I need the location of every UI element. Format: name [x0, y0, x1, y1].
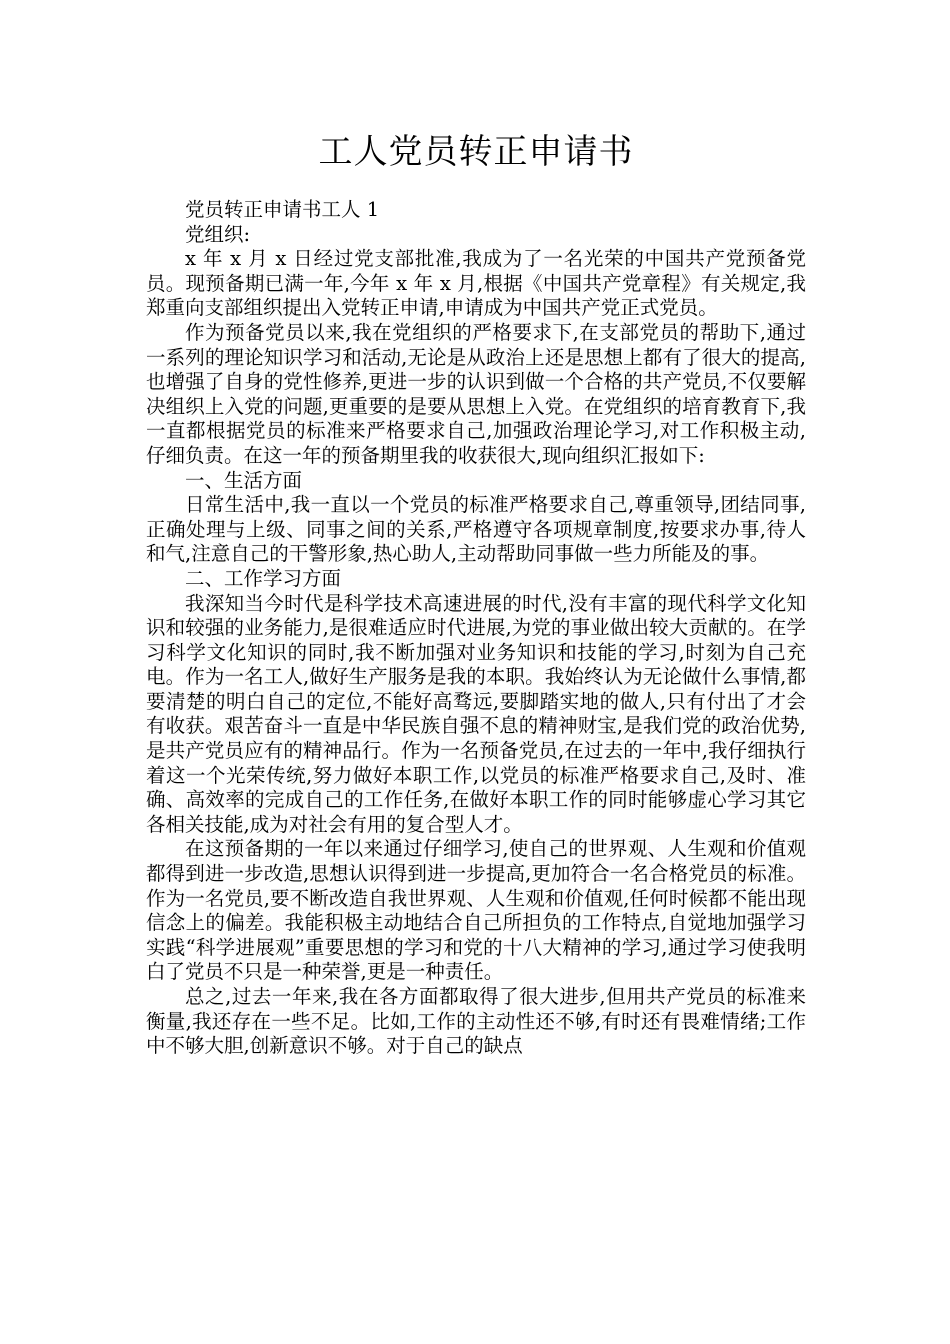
paragraph-life: 日常生活中,我一直以一个党员的标准严格要求自己,尊重领导,团结同事,正确处理与上级、同事之间的关系,严格遵守各项规章制度,按要求办事,待人和气,注意自己的干警形象,热心助人,主动帮助同事做一些力所能及的事。: [146, 493, 806, 566]
paragraph-subtitle: 党员转正申请书工人 1: [185, 198, 380, 221]
paragraph-summary: 总之,过去一年来,我在各方面都取得了很大进步,但用共产党员的标准来衡量,我还存在一些不足。比如,工作的主动性还不够,有时还有畏难情绪;工作中不够大胆,创新意识不够。对于自己的缺点: [146, 985, 806, 1058]
paragraph-intro: x 年 x 月 x 日经过党支部批准,我成为了一名光荣的中国共产党预备党员。现预备期已满一年,今年 x 年 x 月,根据《中国共产党章程》有关规定,我郑重向支部组织提出入党转正申请,申请成为中国共产党正式党员。: [146, 247, 806, 320]
document-page: [146, 128, 806, 1059]
section-heading-life: 一、生活方面: [185, 468, 303, 492]
document-title: 工人党员转正申请书: [318, 132, 634, 172]
paragraph-salutation: 党组织:: [185, 222, 251, 246]
paragraph-worldview: 在这预备期的一年以来通过仔细学习,使自己的世界观、人生观和价值观都得到进一步改造,思想认识得到进一步提高,更加符合一名合格党员的标准。作为一名党员,要不断改造自我世界观、人生观和价值观,任何时候都不能出现信念上的偏差。我能积极主动地结合自己所担负的工作特点,自觉地加强学习实践“科学进展观”重要思想的学习和党的十八大精神的学习,通过学习使我明白了党员不只是一种荣誉,更是一种责任。: [146, 837, 806, 984]
paragraph-overview: 作为预备党员以来,我在党组织的严格要求下,在支部党员的帮助下,通过一系列的理论知识学习和活动,无论是从政治上还是思想上都有了很大的提高,也增强了自身的党性修养,更进一步的认识到做一个合格的共产党员,不仅要解决组织上入党的问题,更重要的是要从思想上入党。在党组织的培育教育下,我一直都根据党员的标准来严格要求自己,加强政治理论学习,对工作积极主动,仔细负责。在这一年的预备期里我的收获很大,现向组织汇报如下:: [146, 320, 806, 467]
section-heading-work-study: 二、工作学习方面: [185, 566, 342, 590]
paragraph-work-study: 我深知当今时代是科学技术高速进展的时代,没有丰富的现代科学文化知识和较强的业务能力,是很难适应时代进展,为党的事业做出较大贡献的。在学习科学文化知识的同时,我不断加强对业务知识和技能的学习,时刻为自己充电。作为一名工人,做好生产服务是我的本职。我始终认为无论做什么事情,都要清楚的明白自己的定位,不能好高骛远,要脚踏实地的做人,只有付出了才会有收获。艰苦奋斗一直是中华民族自强不息的精神财宝,是我们党的政治优势,是共产党员应有的精神品行。作为一名预备党员,在过去的一年中,我仔细执行着这一个光荣传统,努力做好本职工作,以党员的标准严格要求自己,及时、准确、高效率的完成自己的工作任务,在做好本职工作的同时能够虚心学习其它各相关技能,成为对社会有用的复合型人才。: [146, 591, 806, 836]
